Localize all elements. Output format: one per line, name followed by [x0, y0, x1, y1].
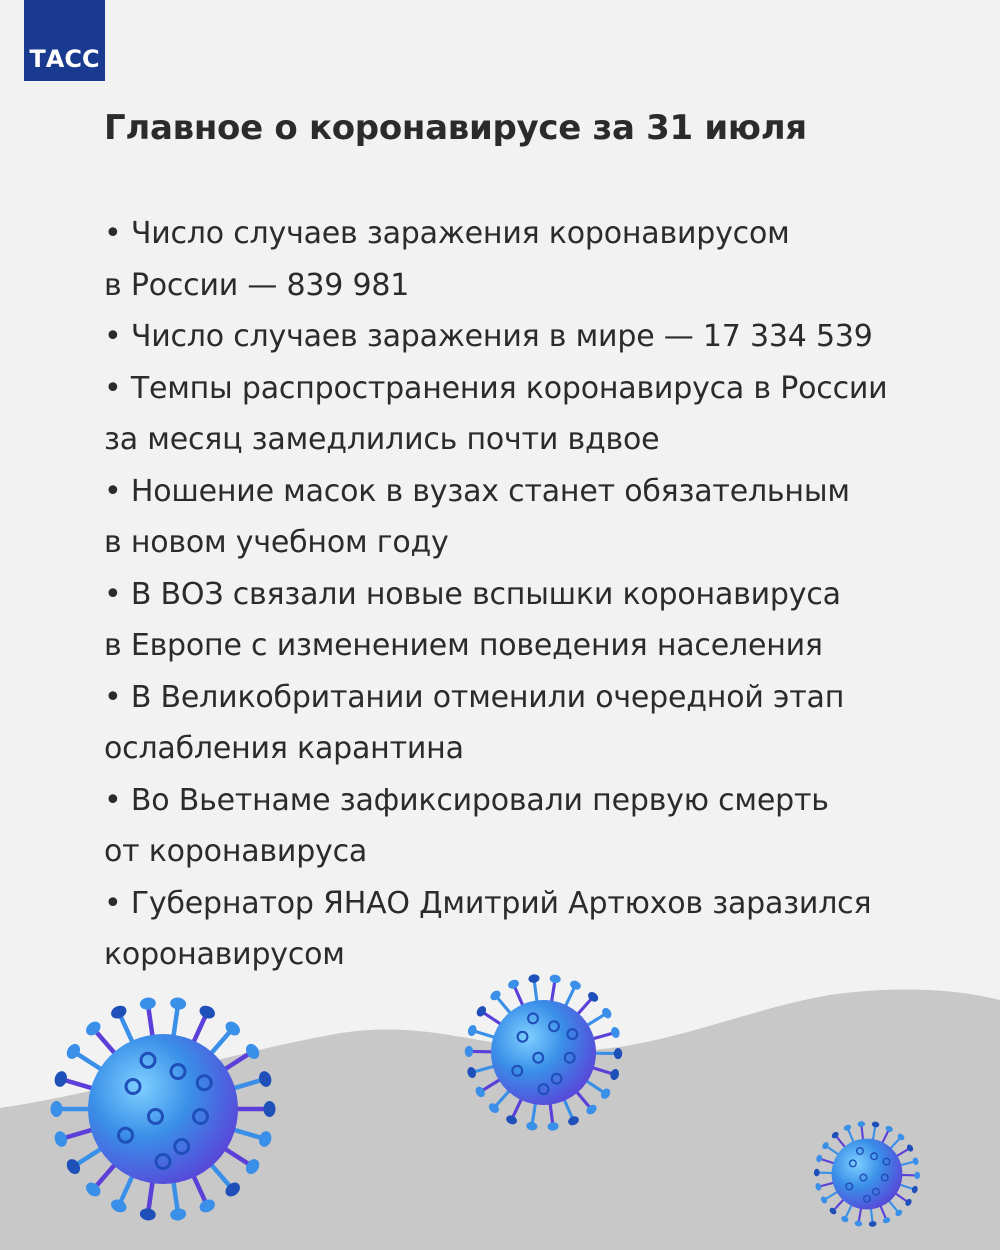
virus-spike-tip	[526, 1121, 538, 1131]
virus-spike-tip	[465, 1046, 474, 1057]
virus-spike-tip	[820, 1195, 829, 1204]
news-item-line: за месяц замедлились почти вдвое	[104, 422, 660, 457]
virus-spike-tip	[914, 1172, 920, 1180]
tass-logo-text: ТАСС	[29, 45, 100, 73]
news-item-line: ослабления карантина	[104, 731, 464, 766]
news-item-line: • В ВОЗ связали новые вспышки коронавируса	[104, 576, 841, 612]
virus-spike-tip	[869, 1221, 877, 1227]
virus-spike-tip	[53, 1070, 69, 1089]
news-item-line: • Во Вьетнаме зафиксировали первую смерть	[104, 782, 829, 818]
virus-spike-tip	[600, 1006, 613, 1020]
virus-spike-tip	[609, 1068, 620, 1081]
virus-spike-tip	[264, 1101, 276, 1117]
virus-spike-tip	[139, 997, 157, 1011]
virus-spike-tip	[911, 1185, 919, 1194]
news-item	[104, 311, 984, 363]
news-item-line: • Число случаев заражения коронавирусом	[104, 216, 790, 251]
virus-body	[491, 1000, 596, 1105]
news-item-line: от коронавируса	[104, 834, 368, 869]
coronavirus-medium-graphic	[456, 965, 631, 1140]
virus-spike-tip	[549, 974, 561, 984]
virus-spike-tip	[610, 1026, 621, 1039]
virus-spike-tip	[109, 1003, 129, 1021]
news-item	[104, 775, 984, 878]
virus-spike-tip	[569, 979, 583, 991]
news-item-line: в новом учебном году	[104, 525, 449, 560]
coronavirus-large-graphic	[38, 984, 288, 1234]
virus-spike-tip	[614, 1048, 623, 1059]
news-item	[104, 466, 984, 569]
virus-spike-tip	[64, 1041, 83, 1061]
virus-spike-tip	[109, 1197, 129, 1215]
news-item	[104, 569, 984, 672]
page-title: Главное о коронавирусе за 31 июля	[104, 108, 807, 148]
virus-spike-tip	[169, 1207, 187, 1221]
virus-spike-tip	[53, 1130, 69, 1149]
coronavirus-icon	[808, 1115, 926, 1233]
virus-spike-tip	[243, 1041, 262, 1061]
virus-spike-tip	[912, 1157, 919, 1166]
news-item-line: коронавирусом	[104, 937, 345, 972]
news-item	[104, 672, 984, 775]
virus-spike-tip	[854, 1220, 862, 1227]
virus-spike-tip	[885, 1125, 894, 1133]
coronavirus-small-graphic	[808, 1115, 926, 1233]
news-item	[104, 208, 984, 311]
coronavirus-icon	[456, 965, 631, 1140]
news-item-line: в России — 839 981	[104, 267, 410, 303]
virus-spike-tip	[882, 1216, 891, 1224]
virus-spike-tip	[197, 1003, 217, 1021]
virus-spike-tip	[815, 1182, 822, 1191]
virus-spike-tip	[547, 1122, 559, 1132]
virus-spike-tip	[474, 1085, 487, 1099]
news-item-line: • Темпы распространения коронавируса в России	[104, 370, 888, 406]
virus-spike-tip	[528, 974, 540, 984]
virus-spike-tip	[507, 978, 521, 990]
tass-logo	[24, 0, 105, 81]
virus-body	[832, 1139, 903, 1210]
virus-spike-tip	[906, 1143, 915, 1152]
virus-spike-tip	[243, 1157, 262, 1177]
virus-spike-tip	[815, 1154, 823, 1163]
virus-spike-tip	[139, 1207, 157, 1221]
virus-spike-tip	[51, 1101, 63, 1117]
news-list	[104, 208, 984, 981]
virus-spike-tip	[567, 1115, 581, 1127]
virus-spike-tip	[169, 997, 187, 1011]
news-item-line: • В Великобритании отменили очередной этап	[104, 679, 845, 715]
virus-spike-tip	[64, 1157, 83, 1177]
news-item	[104, 363, 984, 466]
virus-spike-tip	[814, 1169, 820, 1177]
virus-spike-tip	[871, 1121, 879, 1128]
virus-spike-tip	[197, 1197, 217, 1215]
news-item-line: • Число случаев заражения в мире — 17 334 539	[104, 319, 873, 354]
news-item-line: • Губернатор ЯНАО Дмитрий Артюхов заразился	[104, 885, 872, 921]
virus-spike-tip	[466, 1066, 477, 1079]
virus-spike-tip	[257, 1070, 273, 1089]
news-item-line: в Европе с изменением поведения населения	[104, 628, 823, 663]
virus-spike-tip	[467, 1024, 478, 1037]
coronavirus-icon	[38, 984, 288, 1234]
virus-spike-tip	[857, 1121, 865, 1127]
virus-body	[88, 1034, 238, 1184]
virus-spike-tip	[505, 1114, 519, 1126]
virus-spike-tip	[843, 1124, 852, 1132]
news-item-line: • Ношение масок в вузах станет обязательным	[104, 473, 850, 509]
virus-spike-tip	[840, 1215, 849, 1223]
virus-spike-tip	[257, 1130, 273, 1149]
